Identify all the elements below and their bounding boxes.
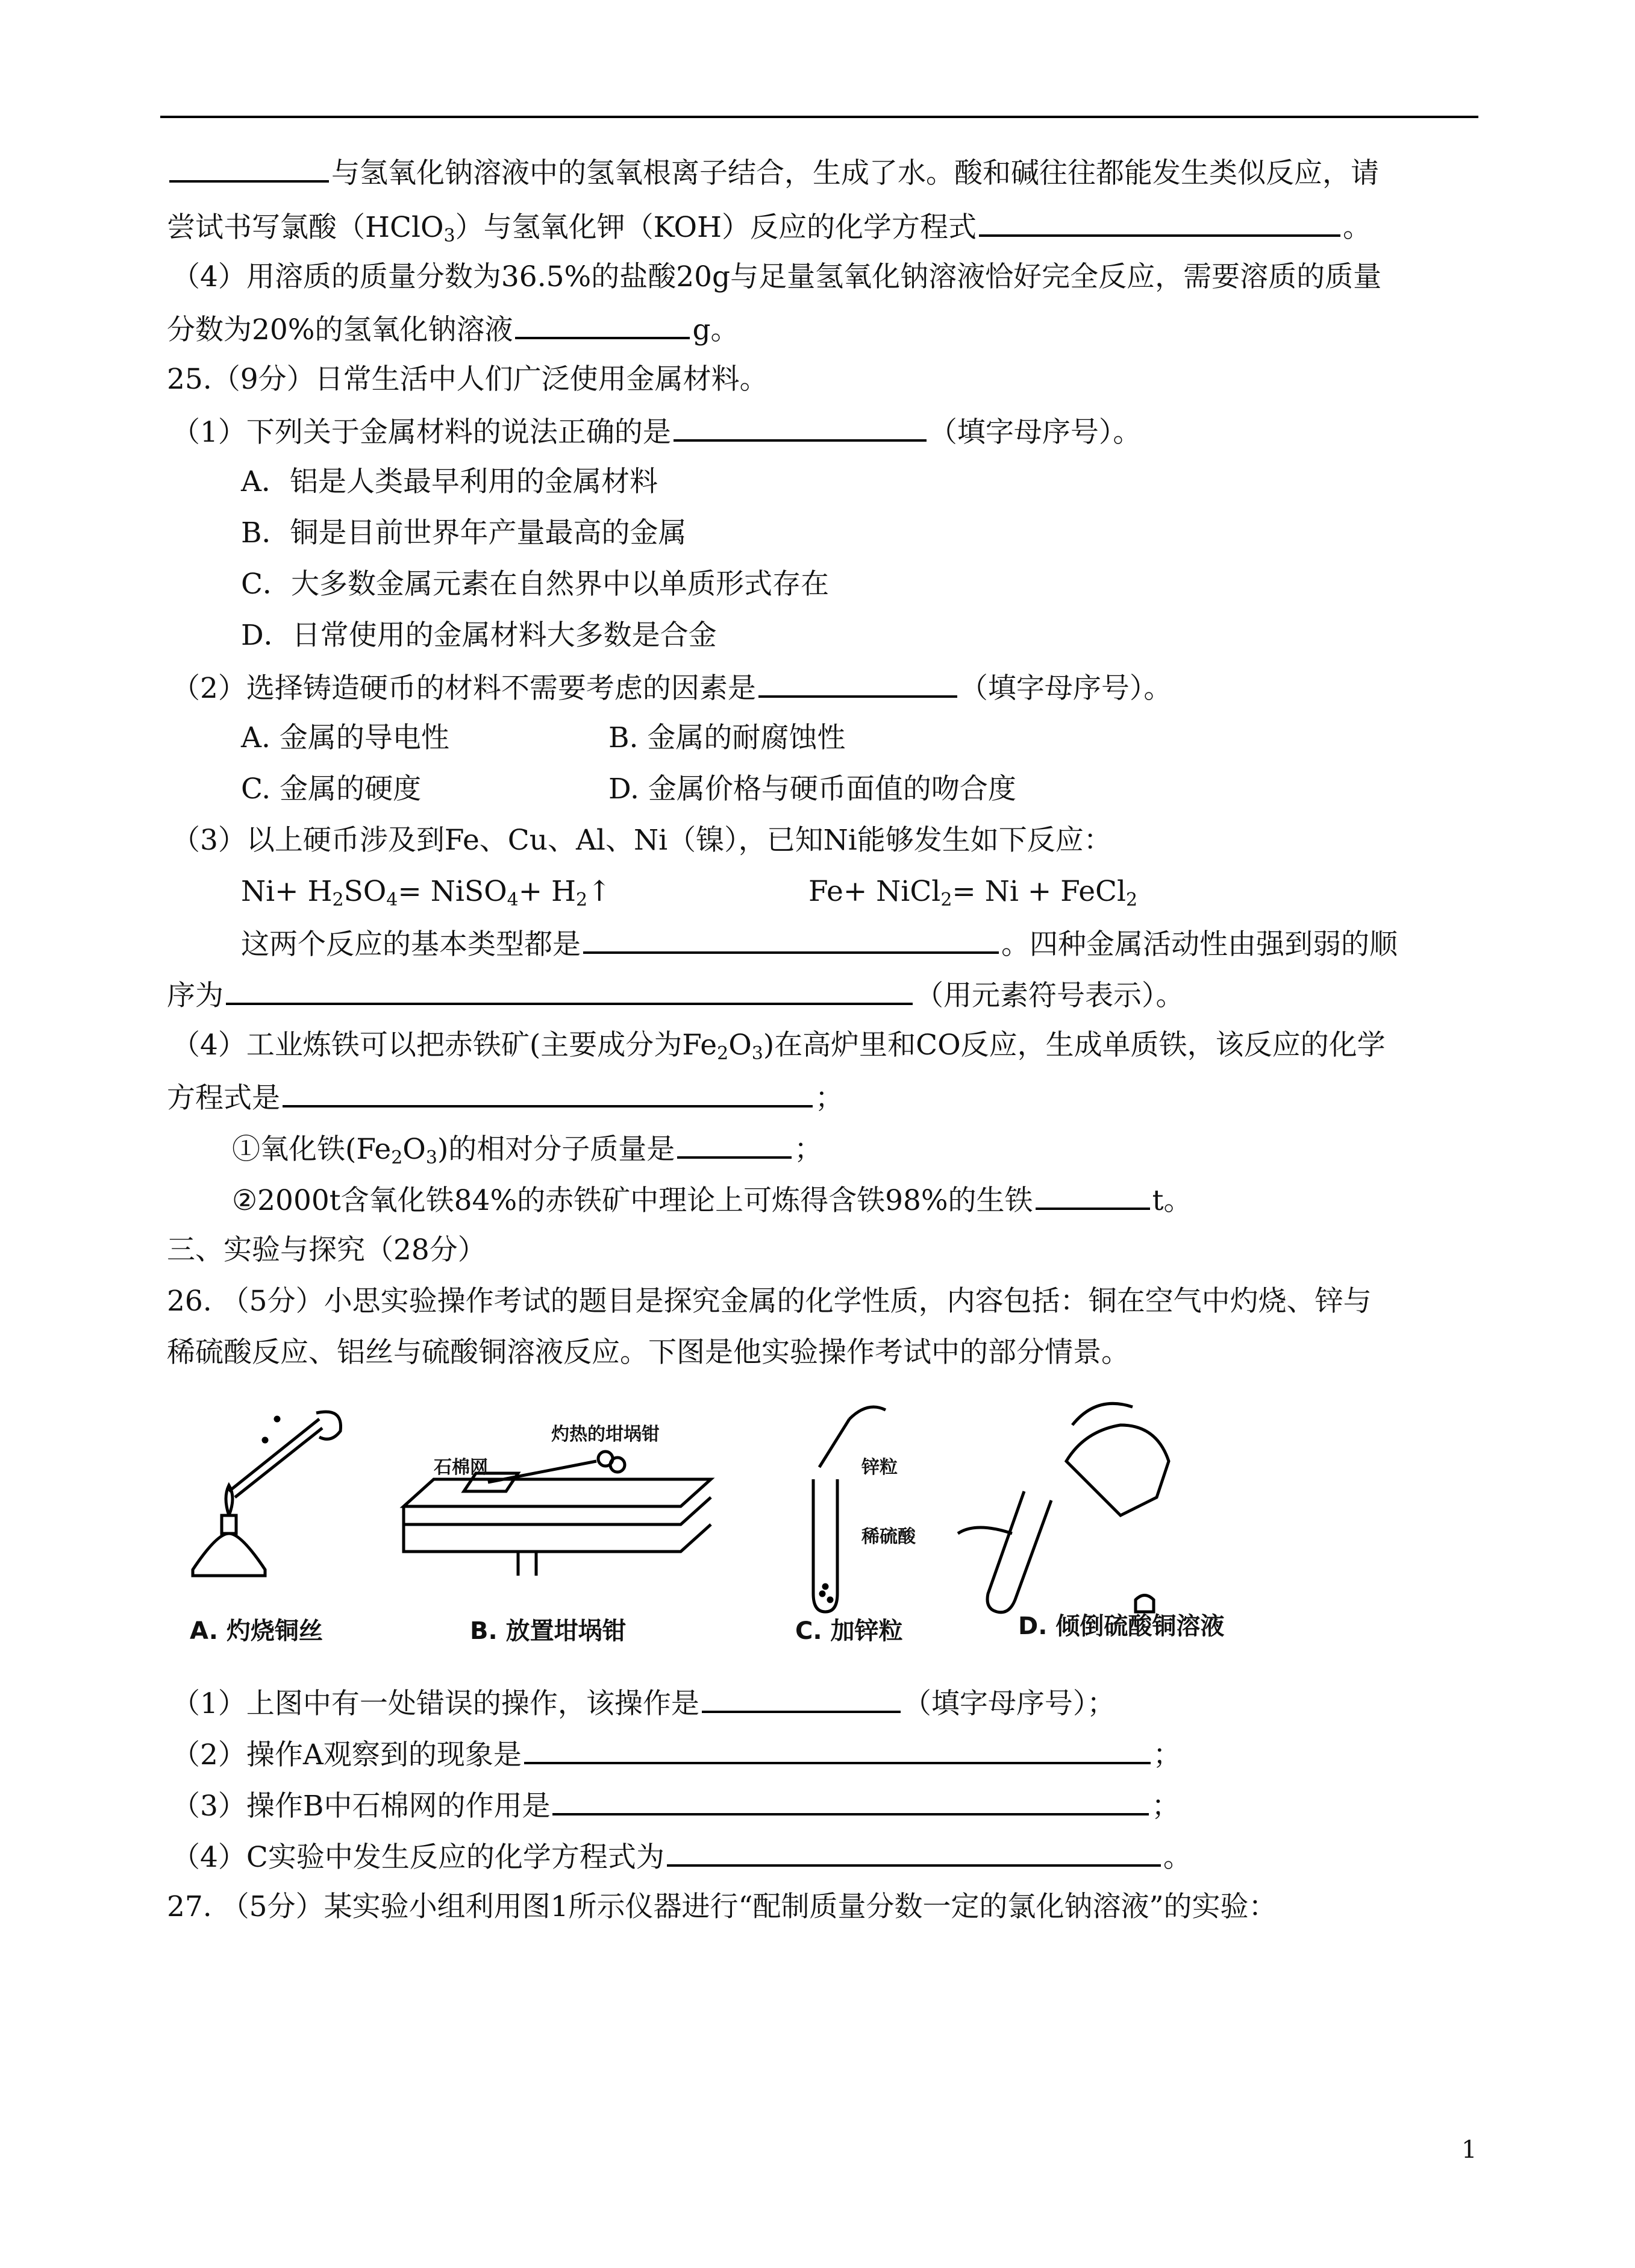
answer-blank[interactable] [169,154,329,183]
answer-blank[interactable] [674,413,927,442]
option-c: C．大多数金属元素在自然界中以单质形式存在 [241,568,829,601]
option-a2: A. 金属的导电性 [241,721,449,754]
option-b: B．铜是目前世界年产量最高的金属 [241,516,687,550]
equation-2: Fe+ NiCl$_2$= Ni + FeCl$_2$ [808,875,1138,910]
answer-blank[interactable] [979,208,1340,237]
option-a: A．铝是人类最早利用的金属材料 [241,465,658,498]
zinc-label: 锌粒 [861,1457,898,1478]
caption-a: A. 灼烧铜丝 [190,1617,323,1645]
alcohol-lamp [193,1533,265,1576]
q25-part4: （4）工业炼铁可以把赤铁矿(主要成分为$Fe_2O_3$)在高炉里和CO反应，生成单质铁，该反应的化学 [172,1029,1386,1064]
question-25-title: 25.（9分）日常生活中人们广泛使用金属材料。 [167,363,768,396]
acid-label: 稀硫酸 [861,1526,916,1547]
reagent-bottle [1066,1425,1169,1515]
page-number: 1 [1461,2136,1477,2164]
hot-tongs-label: 灼热的坩埚钳 [551,1424,660,1445]
caption-b: B. 放置坩埚钳 [470,1617,627,1645]
q26-part1: （1）上图中有一处错误的操作，该操作是 （填字母序号）； [172,1684,1115,1722]
experiment-figures [181,1395,1265,1660]
section-3-title: 三、实验与探究（28分） [167,1233,486,1267]
header-rule [160,116,1478,118]
answer-blank[interactable] [758,669,957,698]
answer-blank[interactable] [524,1735,1151,1764]
tongs [229,1419,322,1497]
line-1: 与氢氧化钠溶液中的氢氧根离子结合，生成了水。酸和碱往往都能发生类似反应，请 [167,154,1379,192]
option-d: D．日常使用的金属材料大多数是合金 [241,619,717,652]
q25-part3: （3）以上硬币涉及到Fe、Cu、Al、Ni（镍），已知Ni能够发生如下反应： [172,824,1112,857]
answer-blank[interactable] [702,1684,901,1713]
answer-blank[interactable] [677,1130,792,1159]
q26-part4: （4）C实验中发生反应的化学方程式为 。 [172,1838,1192,1876]
q25-part4-c: ①氧化铁$(Fe_2O_3)$的相对分子质量是 ； [232,1130,822,1168]
question-26-title-2: 稀硫酸反应、铝丝与硫酸铜溶液反应。下图是他实验操作考试中的部分情景。 [167,1336,1130,1369]
test-tube-c [813,1479,837,1612]
answer-blank[interactable] [515,310,690,339]
option-d2: D. 金属价格与硬币面值的吻合度 [608,772,1016,806]
caption-d: D. 倾倒硫酸铜溶液 [1018,1612,1225,1640]
answer-blank[interactable] [283,1079,813,1107]
answer-blank[interactable] [667,1838,1161,1867]
q25-part3-c: 序为 （用元素符号表示）。 [167,976,1184,1014]
q26-part3: （3）操作B中石棉网的作用是 ； [172,1787,1180,1825]
question-26-title: 26. （5分）小思实验操作考试的题目是探究金属的化学性质，内容包括：铜在空气中灼烧、锌与 [167,1285,1372,1318]
question-27-title: 27. （5分）某实验小组利用图1所示仪器进行“配制质量分数一定的氯化钠溶液”的实验： [167,1890,1277,1923]
q25-part2: （2）选择铸造硬币的材料不需要考虑的因素是 （填字母序号）。 [172,669,1172,707]
asbestos-net-label: 石棉网 [434,1457,488,1478]
table-top [404,1479,711,1506]
answer-blank[interactable] [583,925,999,954]
answer-blank[interactable] [226,976,913,1005]
caption-c: C. 加锌粒 [795,1617,903,1645]
option-c2: C. 金属的硬度 [241,772,422,806]
q25-part1: （1）下列关于金属材料的说法正确的是 （填字母序号）。 [172,413,1141,451]
answer-blank[interactable] [1036,1181,1150,1210]
q25-part3-b: 这两个反应的基本类型都是 。四种金属活动性由强到弱的顺 [241,925,1398,963]
answer-blank[interactable] [552,1787,1149,1815]
q25-part4-d: ②2000t含氧化铁84%的赤铁矿中理论上可炼得含铁98%的生铁 t。 [232,1181,1192,1219]
dropper [819,1419,849,1467]
line-2: 尝试书写氯酸（HClO$_3$）与氢氧化钾（KOH）反应的化学方程式 。 [167,208,1371,246]
test-tube-d [987,1491,1051,1612]
line-4: 分数为20%的氢氧化钠溶液 g。 [167,310,739,348]
equation-1: $Ni+ H_2SO_4=$ NiSO$_4$+ $H_2↑$ [241,875,611,910]
q26-part2: （2）操作A观察到的现象是 ； [172,1735,1181,1773]
option-b2: B. 金属的耐腐蚀性 [608,721,846,754]
line-3: （4）用溶质的质量分数为36.5%的盐酸20g与足量氢氧化钠溶液恰好完全反应，需要溶质的质量 [172,260,1382,293]
q25-part4-b: 方程式是 ； [167,1079,843,1117]
